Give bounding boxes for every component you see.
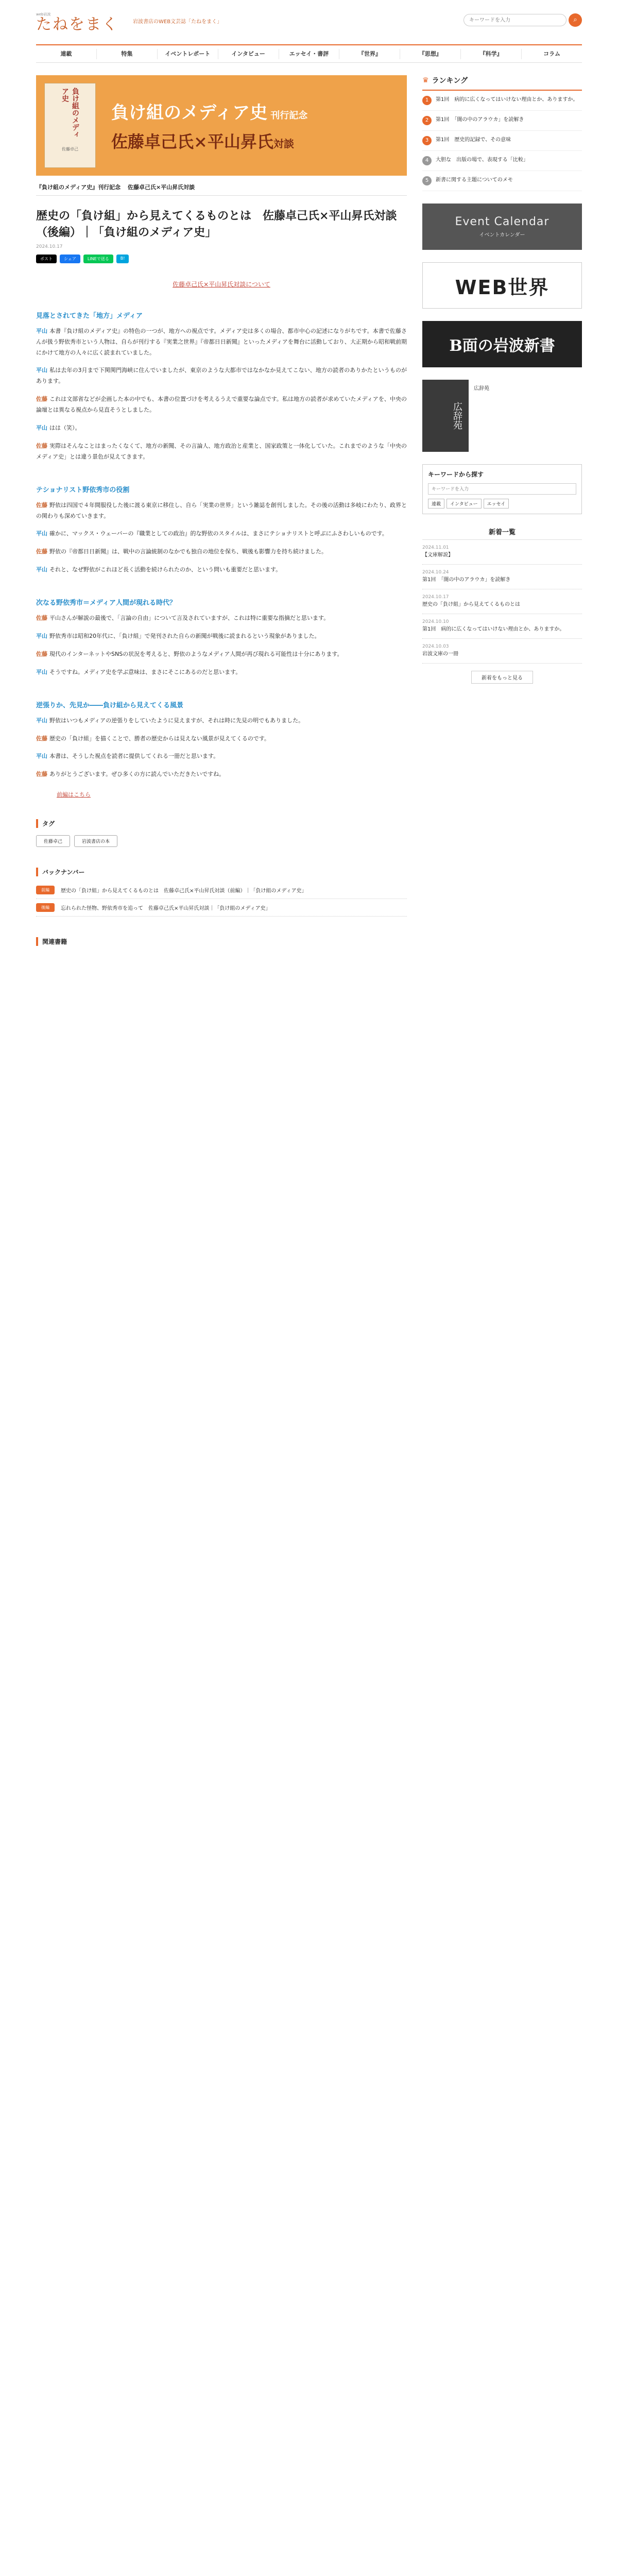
caption-speakers: 佐藤卓己氏×平山昇氏対談 (127, 184, 195, 191)
nav-item-kagaku[interactable]: 『科学』 (461, 49, 522, 59)
rank-number: 4 (422, 156, 432, 165)
paragraph-text: 野依はいつもメディアの逆張りをしていたように見えますが、それは時に先見の明でもありました。 (49, 717, 304, 724)
paragraph-text: 確かに、マックス・ウェーバーの『職業としての政治』的な野依のスタイルは、まさにテショナリストと呼ぶにふさわしいものです。 (49, 530, 388, 537)
nav-item-series[interactable]: 連載 (36, 49, 97, 59)
article-paragraph (36, 631, 407, 642)
search-icon[interactable]: ⌕ (569, 13, 582, 27)
speaker-label: 平山 (36, 327, 48, 334)
keyword-tag[interactable]: 連載 (428, 499, 444, 509)
article-paragraph (36, 441, 407, 463)
search-box (464, 13, 582, 27)
crown-icon: ♛ (422, 76, 429, 84)
section-heading: 逆張りか、先見か――負け組から見えてくる風景 (36, 701, 184, 709)
backnumber-badge: 後編 (36, 903, 55, 912)
article-paragraph (36, 547, 407, 557)
tag-item[interactable]: 佐藤卓己 (36, 835, 70, 847)
header-desc-line: 岩波書店のWEB文芸誌「たねをまく」 (133, 19, 222, 25)
speaker-label: 佐藤 (36, 771, 47, 778)
news-date: 2024.10.17 (422, 595, 449, 600)
news-title: 岩波文庫の一冊 (422, 651, 458, 657)
speaker-label: 平山 (36, 717, 47, 724)
speaker-label: 平山 (36, 566, 47, 573)
event-banner-subtitle: イベントカレンダー (479, 232, 525, 238)
backnumber-row[interactable] (36, 882, 407, 899)
tag-item[interactable]: 岩波書店の本 (74, 835, 117, 847)
article-paragraph (36, 394, 407, 416)
keyword-tag[interactable]: エッセイ (484, 499, 509, 509)
section-heading: 次なる野依秀市＝メディア人間が現れる時代？ (36, 599, 176, 607)
news-title: 第1回 病的に広くなってはいけない理由とか、ありますか。 (422, 626, 565, 632)
hero-heading (111, 98, 307, 124)
search-input[interactable] (464, 14, 566, 26)
paragraph-text: これは文部省などが企画した本の中でも、本書の位置づけを考えるうえで重要な論点です。私は地方の読者が求めていたメディアを、中央の論壇とは異なる視点から見直そうとしました。 (36, 396, 407, 414)
section-heading: テショナリスト野依秀市の役割 (36, 486, 130, 494)
backnumber-title: 歴史の「負け組」から見えてくるものとは 佐藤卓己氏×平山昇氏対談（前編）｜「負け組のメディア史」 (61, 888, 307, 894)
paragraph-text: そうですね。メディア史を学ぶ意味は、まさにそこにあるのだと思います。 (49, 668, 242, 675)
back-link[interactable]: 前編はこちら (57, 791, 91, 799)
backnumber-title: 忘れられた怪物、野依秀市を追って 佐藤卓己氏×平山昇氏対談｜「負け組のメディア史」 (61, 906, 271, 912)
header-description (133, 18, 222, 26)
keyword-search-box (422, 464, 582, 514)
paragraph-text: 野依秀市は昭和20年代に、「負け組」で発刊された自らの新聞が戦後に読まれるという現象がありました。 (49, 633, 320, 640)
book-cover (44, 83, 96, 168)
news-title: 歴史の「負け組」から見えてくるものとは (422, 602, 520, 607)
keyword-heading: キーワードから探す (428, 471, 484, 478)
article-title: 歴史の「負け組」から見えてくるものとは 佐藤卓己氏×平山昇氏対談（後編）｜「負け組のメディア史」 (36, 209, 397, 239)
paragraph-text: はは（笑）。 (49, 425, 81, 432)
news-item[interactable] (422, 589, 582, 614)
speaker-label: 平山 (36, 367, 48, 374)
article-body (36, 310, 407, 780)
shinsho-banner[interactable]: B面の岩波新書 (422, 321, 582, 367)
nav-item-column[interactable]: コラム (543, 50, 561, 57)
hero-banner (36, 75, 407, 176)
ranking-heading (422, 75, 582, 91)
event-banner-title: Event Calendar (455, 215, 550, 228)
news-item[interactable] (422, 540, 582, 565)
site-logo[interactable] (36, 12, 118, 32)
share-hatena-button[interactable]: B! (116, 255, 129, 263)
speaker-label: 平山 (36, 633, 47, 640)
article-paragraph (36, 529, 407, 539)
article-paragraph (36, 667, 407, 678)
keyword-tags (428, 499, 576, 509)
speaker-label: 佐藤 (36, 735, 47, 742)
speaker-label: 平山 (36, 425, 47, 432)
keyword-input[interactable] (428, 483, 576, 495)
main-nav (36, 44, 582, 63)
share-x-button[interactable]: ポスト (36, 255, 57, 263)
book-ad[interactable] (422, 380, 582, 452)
ranking-item[interactable] (422, 111, 582, 131)
ranking-item[interactable] (422, 151, 582, 171)
news-item[interactable] (422, 614, 582, 639)
site-header (36, 0, 582, 44)
ranking-item[interactable] (422, 91, 582, 111)
rank-number: 5 (422, 176, 432, 185)
article-paragraph (36, 326, 407, 359)
speaker-label: 佐藤 (36, 548, 47, 555)
caption-series: 『負け組のメディア史』刊行記念 (36, 184, 121, 191)
speaker-label: 平山 (36, 753, 47, 760)
nav-item-feature[interactable]: 特集 (97, 49, 158, 59)
article-paragraph (36, 613, 407, 624)
article-paragraph (36, 769, 407, 780)
rank-number: 1 (422, 96, 432, 105)
news-date: 2024.11.01 (422, 545, 449, 550)
article-paragraph (36, 716, 407, 726)
ranking-title: 大胆な 出版の場で、表現する「比較」 (436, 157, 528, 163)
article-paragraph (36, 565, 407, 575)
speaker-label: 平山 (36, 530, 47, 537)
related-books-heading: 関連書籍 (36, 937, 407, 946)
news-date: 2024.10.03 (422, 644, 449, 649)
book-ad-cover: 広辞苑 (422, 380, 469, 452)
article-paragraph (36, 423, 407, 434)
article-paragraph (36, 500, 407, 522)
paragraph-text: 野依の『帝都日日新聞』は、戦中の言論統制のなかでも独自の地位を保ち、戦後も影響力を持ち続けました。 (49, 548, 327, 555)
paragraph-text: 平山さんが解説の最後で、「言論の自由」について言及されていますが、これは特に重要な指摘だと思います。 (49, 615, 330, 622)
speaker-label: 平山 (36, 668, 47, 675)
rank-number: 3 (422, 136, 432, 145)
logo-sub: web岩波 (36, 12, 51, 16)
sidebar (422, 75, 582, 946)
share-line-button[interactable]: LINEで送る (83, 255, 113, 263)
keyword-tag[interactable]: インタビュー (447, 499, 482, 509)
speaker-label: 佐藤 (36, 396, 48, 403)
share-buttons (36, 255, 407, 263)
speaker-label: 佐藤 (36, 442, 48, 449)
paragraph-text: 私は去年の3月まで下関関門海峡に住んでいましたが、東京のような大都市ではなかなか見えてこない、地方の読者のありかたというものがあります。 (36, 367, 407, 385)
hero-text (111, 98, 307, 152)
hero-subheading (111, 129, 307, 152)
article-paragraph (36, 365, 407, 387)
ranking-title: 第1回 病的に広くなってはいけない理由とか、ありますか。 (436, 97, 578, 103)
news-heading: 新着一覧 (422, 527, 582, 540)
backnumber-heading: バックナンバー (36, 868, 407, 876)
logo-text: たねをまく (36, 15, 118, 33)
lead-link[interactable]: 佐藤卓己氏×平山昇氏対談について (173, 280, 270, 288)
ranking-title: 新書に関する主題についてのメモ (436, 177, 513, 183)
hero-subheading-suffix: 対談 (273, 138, 294, 150)
paragraph-text: 現代のインターネットやSNSの状況を考えると、野依のようなメディア人間が再び現れる可能性は十分にあります。 (49, 650, 343, 657)
book-cover-author: 佐藤卓己 (62, 147, 78, 151)
news-date: 2024.10.24 (422, 570, 449, 575)
article-paragraph (36, 751, 407, 762)
paragraph-text: 野依は四国で４年間服役した後に渡る東京に移住し、自ら「実業の世界」という雑誌を創刊しました。その後の活動は多岐にわたり、政界との関わりも深めていきます。 (36, 501, 407, 519)
more-news-button[interactable]: 新着をもっと見る (471, 671, 533, 684)
series-caption (36, 176, 407, 196)
speaker-label: 佐藤 (36, 501, 48, 509)
hero-heading-suffix: 刊行記念 (270, 110, 308, 121)
ranking-title: 第1回 「闇の中のアラウカ」を読解き (436, 117, 524, 123)
tag-list (36, 835, 407, 847)
news-item[interactable] (422, 565, 582, 589)
ranking-heading-text: ランキング (432, 77, 468, 85)
article-paragraph (36, 649, 407, 660)
book-ad-info: 広辞苑 (474, 386, 489, 392)
section-heading: 見落とされてきた「地方」メディア (36, 312, 143, 320)
paragraph-text: 歴史の「負け組」を描くことで、勝者の歴史からは見えない風景が見えてくるのです。 (49, 735, 270, 742)
paragraph-text: 実際はそんなことはまったくなくて、地方の新聞、その言論人、地方政治と産業と、国家政策と一体化していた。これまでのような「中央のメディア史」とは違う景色が見えてきます。 (36, 442, 407, 460)
web-sekai-banner[interactable]: WEB世界 (422, 262, 582, 309)
news-title: 【文庫解説】 (422, 552, 453, 558)
nav-item-shiso[interactable]: 『思想』 (400, 49, 461, 59)
paragraph-text: 本書『負け組のメディア史』の特色の一つが、地方への視点です。メディア史は多くの場合、都市中心の記述になりがちです。本書で佐藤さんが扱う野依秀市という人物は、自らが刊行する『実業之世界』『帝都日日新聞』といったメディアを舞台に活動しており、大正期から昭和戦前期にかけて地方の人々に広く読まれていました。 (36, 327, 407, 356)
hero-heading-text: 負け組のメディア史 (111, 103, 268, 123)
article-date: 2024.10.17 (36, 244, 63, 249)
ranking-item[interactable] (422, 131, 582, 151)
speaker-label: 佐藤 (36, 650, 47, 657)
news-title: 第1回 「闇の中のアラウカ」を読解き (422, 577, 511, 583)
nav-item-interview[interactable]: インタビュー (218, 49, 279, 59)
news-list (422, 540, 582, 664)
backnumber-badge: 前編 (36, 886, 55, 894)
news-item[interactable] (422, 639, 582, 664)
nav-item-essay[interactable]: エッセイ・書評 (279, 49, 340, 59)
book-cover-title: 負け組のメディア史 (61, 88, 79, 138)
news-date: 2024.10.10 (422, 619, 449, 624)
paragraph-text: 本書は、そうした視点を読者に提供してくれる一冊だと思います。 (49, 753, 219, 760)
article-paragraph (36, 734, 407, 744)
backnumber-list (36, 882, 407, 917)
speaker-label: 佐藤 (36, 615, 47, 622)
nav-item-sekai[interactable]: 『世界』 (339, 49, 400, 59)
paragraph-text: それと、なぜ野依がこれほど長く活動を続けられたのか、という問いも重要だと思います。 (49, 566, 282, 573)
backnumber-row[interactable] (36, 899, 407, 917)
main-content (36, 75, 407, 946)
share-facebook-button[interactable]: シェア (60, 255, 80, 263)
nav-item-event[interactable]: イベントレポート (158, 49, 218, 59)
event-calendar-banner[interactable] (422, 204, 582, 250)
tags-heading: タグ (36, 819, 407, 828)
ranking-item[interactable] (422, 171, 582, 191)
hero-subheading-text: 佐藤卓己氏×平山昇氏 (111, 132, 273, 151)
rank-number: 2 (422, 116, 432, 125)
paragraph-text: ありがとうございます。ぜひ多くの方に読んでいただきたいですね。 (49, 771, 225, 778)
ranking-title: 第1回 歴史的記録で、その意味 (436, 137, 511, 143)
